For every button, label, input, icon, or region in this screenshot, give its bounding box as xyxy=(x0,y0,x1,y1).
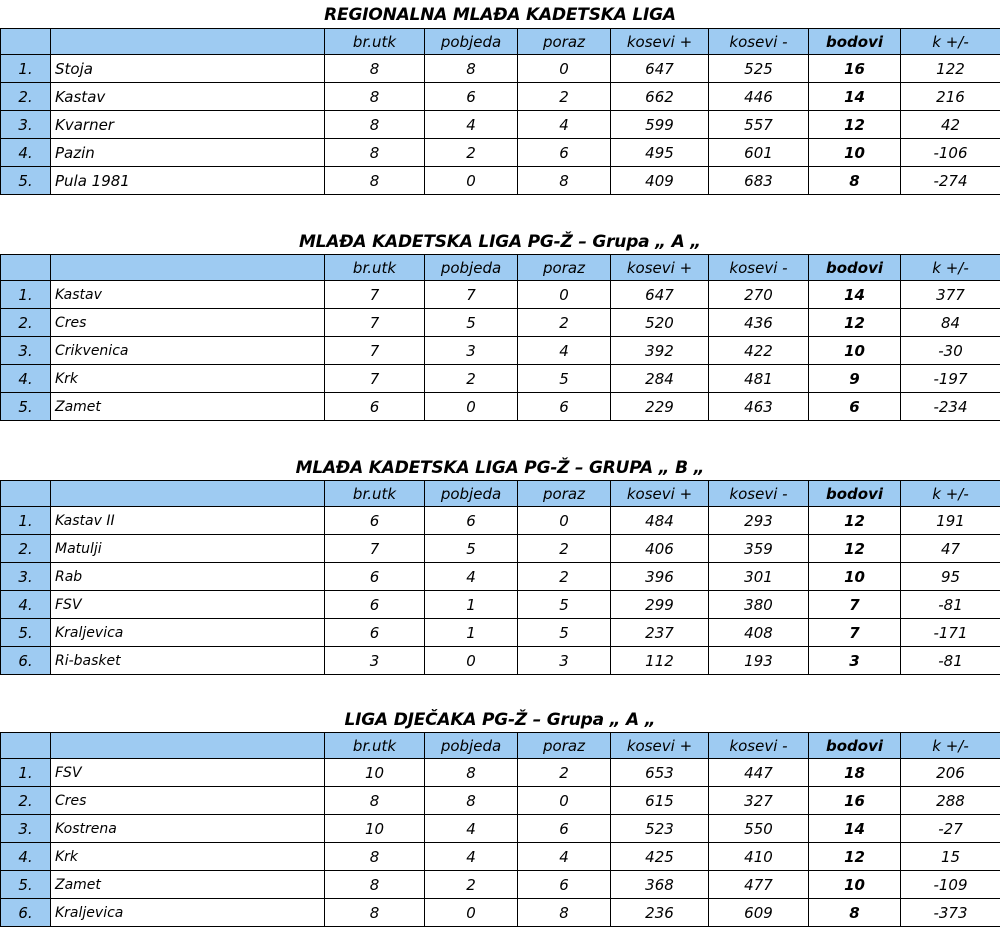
rank-cell: 1. xyxy=(1,55,51,83)
table-row xyxy=(1,759,1000,787)
stat-cell-w: 8 xyxy=(425,759,518,787)
stat-cell-pa: 408 xyxy=(709,619,809,647)
column-header: poraz xyxy=(518,29,611,55)
stat-cell-w: 4 xyxy=(425,815,518,843)
stat-cell-pa: 410 xyxy=(709,843,809,871)
stat-cell-l: 5 xyxy=(518,619,611,647)
stat-cell-pf: 484 xyxy=(611,507,709,535)
table-title: MLAĐA KADETSKA LIGA PG-Ž – GRUPA „ B „ xyxy=(295,458,705,478)
team-name-cell: FSV xyxy=(51,759,325,787)
stat-cell-diff: 84 xyxy=(901,309,1000,337)
stat-cell-gp: 8 xyxy=(325,55,425,83)
stat-cell-pa: 481 xyxy=(709,365,809,393)
table-title: LIGA DJEČAKA PG-Ž – Grupa „ A „ xyxy=(344,710,656,730)
column-header: kosevi + xyxy=(611,255,709,281)
stat-cell-gp: 6 xyxy=(325,563,425,591)
stat-cell-diff: -274 xyxy=(901,167,1000,195)
stat-cell-pa: 557 xyxy=(709,111,809,139)
column-header: br.utk xyxy=(325,733,425,759)
team-name-cell: Kraljevica xyxy=(51,899,325,927)
column-header: bodovi xyxy=(809,733,901,759)
stat-cell-pf: 653 xyxy=(611,759,709,787)
table-row xyxy=(1,563,1000,591)
stat-cell-pts: 18 xyxy=(809,759,901,787)
rank-cell: 1. xyxy=(1,507,51,535)
table-row xyxy=(1,55,1000,83)
rank-cell: 2. xyxy=(1,83,51,111)
stat-cell-gp: 7 xyxy=(325,535,425,563)
header-cell-empty xyxy=(1,481,51,507)
team-name-cell: Matulji xyxy=(51,535,325,563)
rank-cell: 2. xyxy=(1,787,51,815)
column-header: pobjeda xyxy=(425,733,518,759)
column-header: kosevi - xyxy=(709,255,809,281)
stat-cell-pts: 14 xyxy=(809,281,901,309)
rank-cell: 3. xyxy=(1,815,51,843)
column-header: k +/- xyxy=(901,733,1000,759)
stat-cell-diff: 206 xyxy=(901,759,1000,787)
rank-cell: 5. xyxy=(1,393,51,421)
stat-cell-w: 6 xyxy=(425,507,518,535)
stat-cell-pa: 683 xyxy=(709,167,809,195)
stat-cell-gp: 6 xyxy=(325,591,425,619)
header-row xyxy=(1,29,1000,55)
team-name-cell: Zamet xyxy=(51,393,325,421)
column-header: kosevi - xyxy=(709,29,809,55)
rank-cell: 1. xyxy=(1,759,51,787)
stat-cell-pa: 463 xyxy=(709,393,809,421)
stat-cell-diff: 191 xyxy=(901,507,1000,535)
team-name-cell: Cres xyxy=(51,787,325,815)
table-row xyxy=(1,591,1000,619)
stat-cell-l: 5 xyxy=(518,365,611,393)
column-header: br.utk xyxy=(325,29,425,55)
stat-cell-w: 2 xyxy=(425,871,518,899)
header-cell-empty xyxy=(51,733,325,759)
column-header: pobjeda xyxy=(425,255,518,281)
table-row xyxy=(1,619,1000,647)
column-header: pobjeda xyxy=(425,29,518,55)
stat-cell-pts: 12 xyxy=(809,309,901,337)
stat-cell-l: 6 xyxy=(518,815,611,843)
stat-cell-gp: 6 xyxy=(325,507,425,535)
column-header: bodovi xyxy=(809,29,901,55)
team-name-cell: Stoja xyxy=(51,55,325,83)
column-header: kosevi + xyxy=(611,29,709,55)
team-name-cell: Ri-basket xyxy=(51,647,325,675)
stat-cell-w: 7 xyxy=(425,281,518,309)
stat-cell-w: 5 xyxy=(425,535,518,563)
stat-cell-pa: 436 xyxy=(709,309,809,337)
stat-cell-pts: 3 xyxy=(809,647,901,675)
stat-cell-w: 8 xyxy=(425,55,518,83)
rank-cell: 5. xyxy=(1,167,51,195)
stat-cell-gp: 6 xyxy=(325,619,425,647)
team-name-cell: Krk xyxy=(51,843,325,871)
rank-cell: 2. xyxy=(1,535,51,563)
rank-cell: 6. xyxy=(1,647,51,675)
table-row xyxy=(1,871,1000,899)
stat-cell-pf: 520 xyxy=(611,309,709,337)
column-header: kosevi - xyxy=(709,733,809,759)
stat-cell-diff: -27 xyxy=(901,815,1000,843)
stat-cell-w: 1 xyxy=(425,619,518,647)
team-name-cell: Kraljevica xyxy=(51,619,325,647)
stat-cell-gp: 8 xyxy=(325,111,425,139)
stat-cell-pts: 10 xyxy=(809,139,901,167)
stat-cell-pts: 7 xyxy=(809,619,901,647)
stat-cell-pts: 12 xyxy=(809,843,901,871)
stat-cell-gp: 8 xyxy=(325,871,425,899)
stat-cell-w: 4 xyxy=(425,563,518,591)
rank-cell: 6. xyxy=(1,899,51,927)
header-row xyxy=(1,481,1000,507)
rank-cell: 4. xyxy=(1,139,51,167)
stat-cell-pa: 359 xyxy=(709,535,809,563)
stat-cell-l: 8 xyxy=(518,167,611,195)
stat-cell-l: 5 xyxy=(518,591,611,619)
stat-cell-gp: 8 xyxy=(325,843,425,871)
stat-cell-pts: 10 xyxy=(809,563,901,591)
table-row xyxy=(1,787,1000,815)
stat-cell-diff: 95 xyxy=(901,563,1000,591)
stat-cell-l: 4 xyxy=(518,843,611,871)
column-header: k +/- xyxy=(901,29,1000,55)
stat-cell-pa: 550 xyxy=(709,815,809,843)
stat-cell-l: 2 xyxy=(518,759,611,787)
stat-cell-pa: 525 xyxy=(709,55,809,83)
header-row xyxy=(1,733,1000,759)
stat-cell-diff: 216 xyxy=(901,83,1000,111)
stat-cell-pa: 447 xyxy=(709,759,809,787)
stat-cell-gp: 7 xyxy=(325,309,425,337)
column-header: kosevi - xyxy=(709,481,809,507)
stat-cell-pf: 396 xyxy=(611,563,709,591)
table-row xyxy=(1,815,1000,843)
stat-cell-pa: 301 xyxy=(709,563,809,591)
stat-cell-l: 2 xyxy=(518,535,611,563)
team-name-cell: FSV xyxy=(51,591,325,619)
stat-cell-diff: -30 xyxy=(901,337,1000,365)
stat-cell-pa: 327 xyxy=(709,787,809,815)
stat-cell-l: 6 xyxy=(518,871,611,899)
column-header: kosevi + xyxy=(611,481,709,507)
stat-cell-gp: 8 xyxy=(325,83,425,111)
column-header: bodovi xyxy=(809,481,901,507)
stat-cell-pa: 270 xyxy=(709,281,809,309)
header-cell-empty xyxy=(1,733,51,759)
stat-cell-pf: 392 xyxy=(611,337,709,365)
stat-cell-pts: 12 xyxy=(809,535,901,563)
stat-cell-pf: 284 xyxy=(611,365,709,393)
stat-cell-pa: 601 xyxy=(709,139,809,167)
stat-cell-pf: 237 xyxy=(611,619,709,647)
stat-cell-gp: 7 xyxy=(325,281,425,309)
table-row xyxy=(1,111,1000,139)
stat-cell-w: 0 xyxy=(425,899,518,927)
stat-cell-w: 5 xyxy=(425,309,518,337)
column-header: kosevi + xyxy=(611,733,709,759)
stat-cell-w: 2 xyxy=(425,139,518,167)
column-header: k +/- xyxy=(901,255,1000,281)
table-row xyxy=(1,535,1000,563)
stat-cell-pf: 299 xyxy=(611,591,709,619)
stat-cell-w: 3 xyxy=(425,337,518,365)
rank-cell: 4. xyxy=(1,365,51,393)
rank-cell: 5. xyxy=(1,619,51,647)
column-header: br.utk xyxy=(325,255,425,281)
stat-cell-pa: 446 xyxy=(709,83,809,111)
stat-cell-l: 4 xyxy=(518,337,611,365)
stat-cell-w: 4 xyxy=(425,111,518,139)
table-row xyxy=(1,647,1000,675)
stat-cell-pa: 380 xyxy=(709,591,809,619)
stat-cell-gp: 8 xyxy=(325,787,425,815)
team-name-cell: Rab xyxy=(51,563,325,591)
stat-cell-pa: 193 xyxy=(709,647,809,675)
header-cell-empty xyxy=(51,29,325,55)
stat-cell-pf: 647 xyxy=(611,281,709,309)
stat-cell-l: 4 xyxy=(518,111,611,139)
stat-cell-l: 0 xyxy=(518,281,611,309)
team-name-cell: Pula 1981 xyxy=(51,167,325,195)
stat-cell-diff: 47 xyxy=(901,535,1000,563)
stat-cell-pts: 12 xyxy=(809,507,901,535)
stat-cell-diff: 377 xyxy=(901,281,1000,309)
team-name-cell: Kvarner xyxy=(51,111,325,139)
rank-cell: 3. xyxy=(1,111,51,139)
stat-cell-diff: 15 xyxy=(901,843,1000,871)
team-name-cell: Kastav xyxy=(51,83,325,111)
stat-cell-diff: -234 xyxy=(901,393,1000,421)
stat-cell-pf: 599 xyxy=(611,111,709,139)
stat-cell-pf: 409 xyxy=(611,167,709,195)
team-name-cell: Kostrena xyxy=(51,815,325,843)
stat-cell-l: 2 xyxy=(518,563,611,591)
stat-cell-pf: 425 xyxy=(611,843,709,871)
stat-cell-diff: -81 xyxy=(901,591,1000,619)
stat-cell-pf: 523 xyxy=(611,815,709,843)
team-name-cell: Krk xyxy=(51,365,325,393)
rank-cell: 3. xyxy=(1,563,51,591)
team-name-cell: Pazin xyxy=(51,139,325,167)
table-row xyxy=(1,393,1000,421)
table-row xyxy=(1,337,1000,365)
stat-cell-pa: 293 xyxy=(709,507,809,535)
standings-table xyxy=(0,732,1000,927)
table-row xyxy=(1,507,1000,535)
stat-cell-pts: 10 xyxy=(809,871,901,899)
column-header: poraz xyxy=(518,733,611,759)
stat-cell-pf: 406 xyxy=(611,535,709,563)
stat-cell-pf: 662 xyxy=(611,83,709,111)
stat-cell-diff: -171 xyxy=(901,619,1000,647)
stat-cell-gp: 10 xyxy=(325,815,425,843)
stat-cell-pts: 7 xyxy=(809,591,901,619)
stat-cell-w: 0 xyxy=(425,393,518,421)
standings-table xyxy=(0,28,1000,195)
header-cell-empty xyxy=(1,255,51,281)
stat-cell-diff: -109 xyxy=(901,871,1000,899)
header-cell-empty xyxy=(51,255,325,281)
stat-cell-pts: 16 xyxy=(809,55,901,83)
stat-cell-pa: 477 xyxy=(709,871,809,899)
stat-cell-pts: 8 xyxy=(809,899,901,927)
stat-cell-pts: 10 xyxy=(809,337,901,365)
stat-cell-w: 2 xyxy=(425,365,518,393)
stat-cell-w: 0 xyxy=(425,647,518,675)
stat-cell-pf: 368 xyxy=(611,871,709,899)
stat-cell-diff: -373 xyxy=(901,899,1000,927)
stat-cell-w: 1 xyxy=(425,591,518,619)
stat-cell-gp: 3 xyxy=(325,647,425,675)
stat-cell-gp: 8 xyxy=(325,899,425,927)
stat-cell-pa: 609 xyxy=(709,899,809,927)
stat-cell-l: 3 xyxy=(518,647,611,675)
rank-cell: 4. xyxy=(1,591,51,619)
header-cell-empty xyxy=(51,481,325,507)
rank-cell: 5. xyxy=(1,871,51,899)
stat-cell-gp: 6 xyxy=(325,393,425,421)
stat-cell-diff: -197 xyxy=(901,365,1000,393)
rank-cell: 3. xyxy=(1,337,51,365)
stat-cell-pf: 229 xyxy=(611,393,709,421)
table-title: MLAĐA KADETSKA LIGA PG-Ž – Grupa „ A „ xyxy=(298,232,702,252)
team-name-cell: Kastav xyxy=(51,281,325,309)
stat-cell-pf: 495 xyxy=(611,139,709,167)
rank-cell: 1. xyxy=(1,281,51,309)
stat-cell-l: 0 xyxy=(518,507,611,535)
team-name-cell: Kastav II xyxy=(51,507,325,535)
stat-cell-pf: 236 xyxy=(611,899,709,927)
table-row xyxy=(1,167,1000,195)
stat-cell-l: 0 xyxy=(518,787,611,815)
column-header: br.utk xyxy=(325,481,425,507)
stat-cell-diff: 122 xyxy=(901,55,1000,83)
column-header: poraz xyxy=(518,255,611,281)
rank-cell: 4. xyxy=(1,843,51,871)
rank-cell: 2. xyxy=(1,309,51,337)
stat-cell-diff: 288 xyxy=(901,787,1000,815)
stat-cell-pts: 6 xyxy=(809,393,901,421)
stat-cell-w: 8 xyxy=(425,787,518,815)
stat-cell-pf: 615 xyxy=(611,787,709,815)
stat-cell-gp: 7 xyxy=(325,337,425,365)
table-title: REGIONALNA MLAĐA KADETSKA LIGA xyxy=(324,5,676,25)
stat-cell-pf: 647 xyxy=(611,55,709,83)
header-row xyxy=(1,255,1000,281)
table-row xyxy=(1,843,1000,871)
table-row xyxy=(1,83,1000,111)
stat-cell-l: 0 xyxy=(518,55,611,83)
table-row xyxy=(1,365,1000,393)
stat-cell-pa: 422 xyxy=(709,337,809,365)
stat-cell-pts: 14 xyxy=(809,815,901,843)
table-row xyxy=(1,281,1000,309)
stat-cell-pf: 112 xyxy=(611,647,709,675)
stat-cell-gp: 8 xyxy=(325,139,425,167)
stat-cell-pts: 14 xyxy=(809,83,901,111)
column-header: pobjeda xyxy=(425,481,518,507)
column-header: poraz xyxy=(518,481,611,507)
stat-cell-l: 6 xyxy=(518,139,611,167)
stat-cell-diff: 42 xyxy=(901,111,1000,139)
column-header: k +/- xyxy=(901,481,1000,507)
stat-cell-pts: 8 xyxy=(809,167,901,195)
stat-cell-l: 8 xyxy=(518,899,611,927)
header-cell-empty xyxy=(1,29,51,55)
stat-cell-w: 0 xyxy=(425,167,518,195)
table-row xyxy=(1,139,1000,167)
table-row xyxy=(1,899,1000,927)
stat-cell-diff: -81 xyxy=(901,647,1000,675)
standings-table xyxy=(0,480,1000,675)
stat-cell-w: 4 xyxy=(425,843,518,871)
standings-table xyxy=(0,254,1000,421)
stat-cell-diff: -106 xyxy=(901,139,1000,167)
team-name-cell: Crikvenica xyxy=(51,337,325,365)
team-name-cell: Zamet xyxy=(51,871,325,899)
stat-cell-pts: 16 xyxy=(809,787,901,815)
stat-cell-gp: 10 xyxy=(325,759,425,787)
stat-cell-l: 2 xyxy=(518,309,611,337)
team-name-cell: Cres xyxy=(51,309,325,337)
stat-cell-pts: 12 xyxy=(809,111,901,139)
stat-cell-w: 6 xyxy=(425,83,518,111)
stat-cell-gp: 7 xyxy=(325,365,425,393)
stat-cell-pts: 9 xyxy=(809,365,901,393)
table-row xyxy=(1,309,1000,337)
stat-cell-l: 6 xyxy=(518,393,611,421)
stat-cell-gp: 8 xyxy=(325,167,425,195)
column-header: bodovi xyxy=(809,255,901,281)
stat-cell-l: 2 xyxy=(518,83,611,111)
